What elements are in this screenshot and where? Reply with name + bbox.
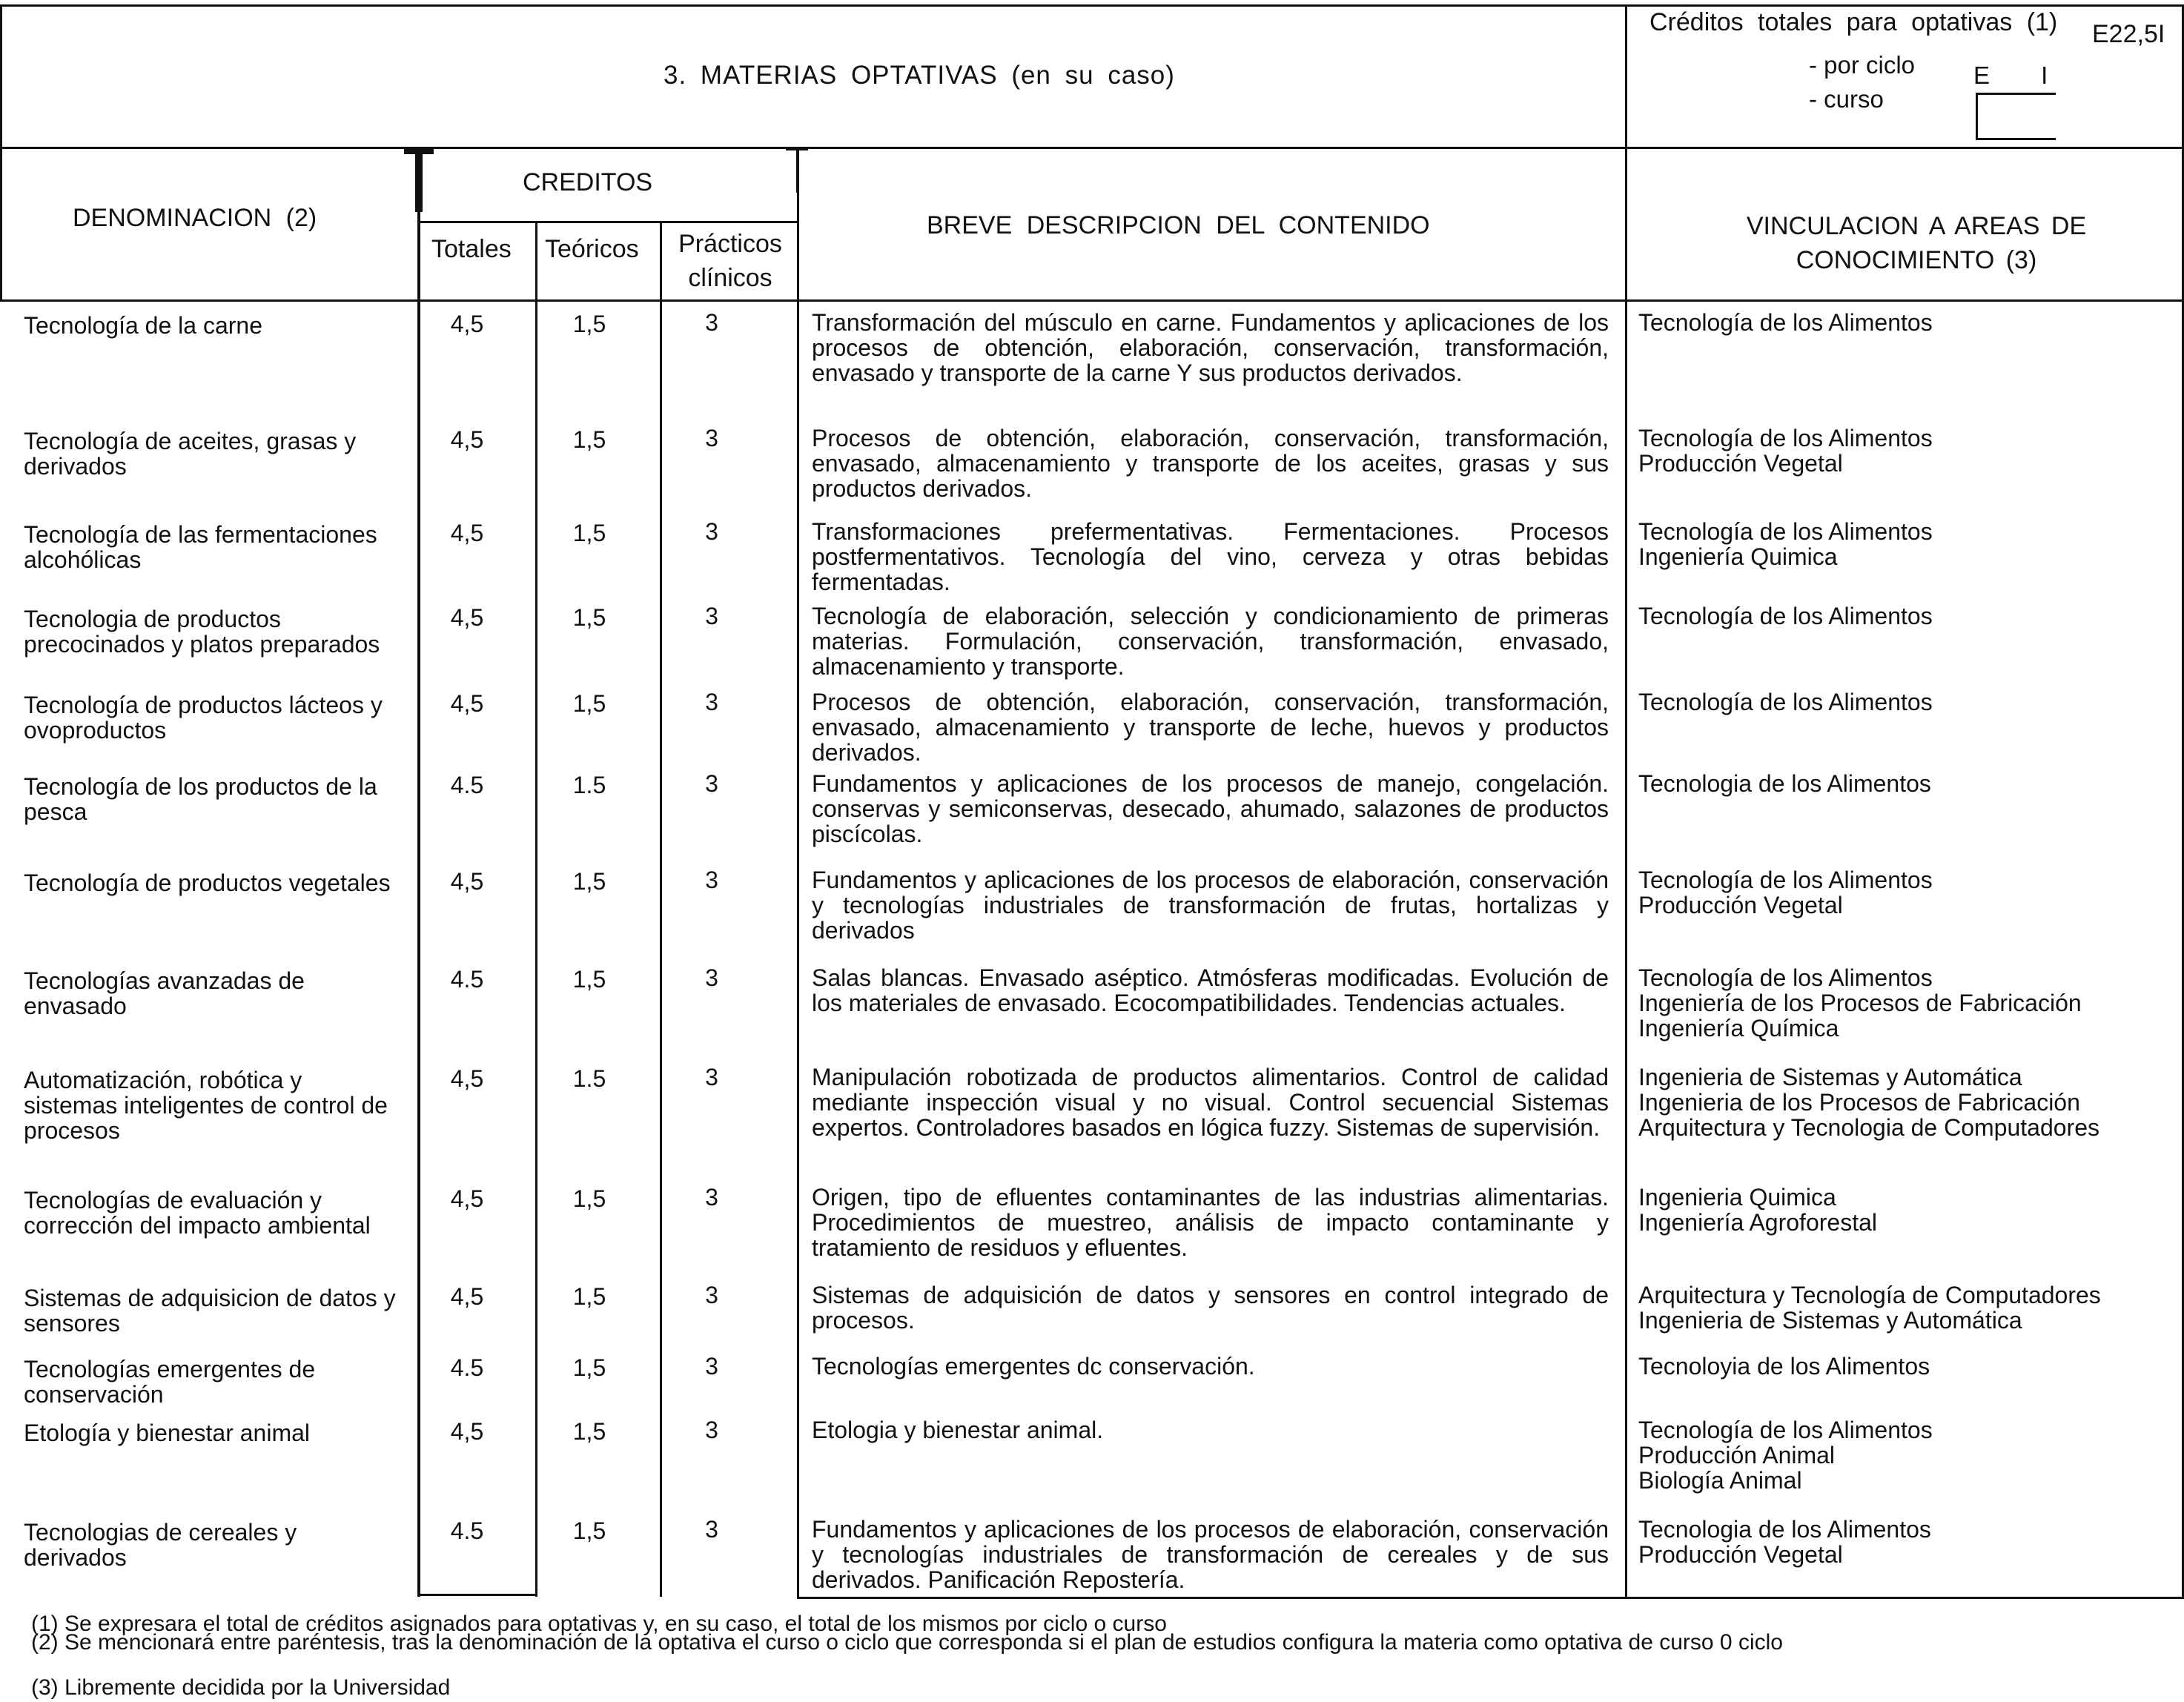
creditos-totales-value: E22,5I (2092, 20, 2165, 48)
row-area-item: Tecnología de los Alimentos (1638, 964, 1933, 991)
row-teoricos: 1,5 (572, 868, 606, 895)
row-teoricos: 1,5 (572, 1283, 606, 1310)
row-totales: 4.5 (450, 1517, 484, 1544)
curso-label: - curso (1809, 85, 1884, 113)
row-teoricos: 1,5 (572, 1517, 606, 1544)
row-descripcion: Fundamentos y aplicaciones de los procesos de manejo, congelación. conservas y semiconservas, desecado, ahumado, salazones de productos piscícolas. (812, 770, 1609, 847)
row-practicos: 3 (705, 1417, 718, 1443)
row-area-item: Ingenieria de los Procesos de Fabricación (1638, 1089, 2080, 1116)
row-area-item: Ingeniería Quimica (1638, 543, 1838, 570)
row-denominacion: Etología y bienestar animal (24, 1420, 310, 1446)
section-title: 3. MATERIAS OPTATIVAS (en su caso) (664, 61, 1175, 90)
row-area-item: Ingenieria Quimica (1638, 1184, 1836, 1211)
row-area-item: Producción Vegetal (1638, 892, 1843, 918)
row-area-item: Biología Animal (1638, 1467, 1802, 1494)
column-header-bottom-border (0, 299, 2184, 302)
row-descripcion: Fundamentos y aplicaciones de los procesos de elaboración, conservación y tecnologías industriales de transformación de cereales y de sus derivados. Panificación Repostería. (812, 1516, 1609, 1593)
row-totales: 4.5 (450, 1354, 484, 1381)
row-teoricos: 1,5 (572, 1354, 606, 1381)
row-teoricos: 1,5 (572, 520, 606, 546)
row-area-item: Ingenieria de Sistemas y Automática (1638, 1307, 2022, 1334)
creditos-right-mark (796, 148, 798, 193)
row-teoricos: 1.5 (572, 1065, 606, 1092)
row-descripcion: Fundamentos y aplicaciones de los procesos de elaboración, conservación y tecnologías industriales de transformación de frutas, hortalizas y derivados (812, 867, 1609, 944)
row-denominacion: Tecnologías avanzadas de envasado (24, 967, 305, 1019)
row-denominacion: Sistemas de adquisicion de datos y sensores (24, 1285, 396, 1337)
row-practicos: 3 (705, 770, 718, 797)
row-practicos: 3 (705, 964, 718, 991)
row-totales: 4,5 (450, 1418, 484, 1445)
row-area-item: Tecnología de los Alimentos (1638, 867, 1933, 893)
col-vinculacion: VINCULACION A AREAS DE CONOCIMIENTO (3) (1746, 212, 2087, 274)
col-divider-practicos (797, 148, 799, 1598)
row-descripcion: Salas blancas. Envasado aséptico. Atmósferas modificadas. Evolución de los materiales de envasado. Ecocompatibilidades. Tendencias actuales. (812, 964, 1609, 1016)
row-area-item: Producción Vegetal (1638, 450, 1843, 477)
row-area-item: Producción Vegetal (1638, 1541, 1843, 1568)
row-practicos: 3 (705, 1282, 718, 1308)
col-divider-teoricos (660, 221, 662, 1597)
footnote-2: (2) Se mencionará entre paréntesis, tras la denominación de la optativa el curso o ciclo que corresponda si el plan de estudios configura la materia como optativa de curso 0 ciclo (31, 1630, 1783, 1655)
row-totales: 4,5 (450, 868, 484, 895)
row-descripcion: Tecnología de elaboración, selección y condicionamiento de primeras materias. Formulación, conservación, transformación, envasado, almacenamiento y transporte. (812, 603, 1609, 680)
row-area-item: Tecnología de los Alimentos (1638, 425, 1933, 451)
curso-value-box (1976, 93, 2056, 140)
row-descripcion: Transformaciones prefermentativas. Fermentaciones. Procesos postfermentativos. Tecnología del vino, cerveza y otras bebidas fermentadas. (812, 518, 1609, 595)
row-area-item: Tecnologia de los Alimentos (1638, 770, 1931, 797)
col-practicos: Prácticos clínicos (678, 230, 782, 292)
col-totales: Totales (431, 235, 512, 263)
row-practicos: 3 (705, 1184, 718, 1211)
row-practicos: 3 (705, 1353, 718, 1380)
row-teoricos: 1,5 (572, 966, 606, 993)
row-denominacion: Automatización, robótica y sistemas inteligentes de control de procesos (24, 1067, 388, 1144)
row-descripcion: Procesos de obtención, elaboración, conservación, transformación, envasado, almacenamiento y transporte de leche, huevos y productos derivados. (812, 689, 1609, 766)
row-area-item: Tecnología de los Alimentos (1638, 518, 1933, 545)
row-area-item: Tecnologia de los Alimentos (1638, 1516, 1931, 1543)
creditos-totales-label: Créditos totales para optativas (1) (1649, 8, 2058, 36)
row-area-item: Ingeniería de los Procesos de Fabricación (1638, 990, 2082, 1016)
row-totales: 4.5 (450, 772, 484, 798)
row-descripcion: Manipulación robotizada de productos alimentarios. Control de calidad mediante inspección visual y no visual. Control secuencial Sistemas expertos. Controladores basados en lógica fuzzy. Sistemas de supervisión. (812, 1064, 1609, 1141)
col-descripcion: BREVE DESCRIPCION DEL CONTENIDO (927, 211, 1430, 239)
row-denominacion: Tecnologías emergentes de conservación (24, 1356, 316, 1408)
creditos-left-mark (415, 148, 423, 212)
row-denominacion: Tecnologías de evaluación y corrección del impacto ambiental (24, 1187, 371, 1239)
row-practicos: 3 (705, 689, 718, 715)
row-totales: 4,5 (450, 311, 484, 337)
row-totales: 4,5 (450, 1185, 484, 1212)
row-denominacion: Tecnología de los productos de la pesca (24, 773, 377, 825)
row-totales: 4,5 (450, 520, 484, 546)
creditos-divider (419, 221, 797, 223)
row-practicos: 3 (705, 309, 718, 336)
row-denominacion: Tecnología de las fermentaciones alcohólicas (24, 521, 377, 573)
row-totales: 4,5 (450, 690, 484, 717)
row-area-item: Tecnoloyia de los Alimentos (1638, 1353, 1930, 1380)
table-bottom-border (797, 1597, 2184, 1599)
header-bottom-border (0, 147, 2184, 149)
row-area-item: Ingeniería Agroforestal (1638, 1209, 1877, 1236)
row-practicos: 3 (705, 425, 718, 451)
row-area-item: Tecnología de los Alimentos (1638, 1417, 1933, 1443)
row-area-item: Ingenieria de Sistemas y Automática (1638, 1064, 2022, 1090)
footnote-1: (1) Se expresara el total de créditos asignados para optativas y, en su caso, el total de los mismos por ciclo o curso (31, 1612, 1167, 1636)
row-descripcion: Procesos de obtención, elaboración, conservación, transformación, envasado, almacenamiento y transporte de los aceites, grasas y sus productos derivados. (812, 425, 1609, 502)
row-descripcion: Etologia y bienestar animal. (812, 1417, 1104, 1443)
col-teoricos: Teóricos (545, 235, 639, 263)
row-denominacion: Tecnología de productos lácteos y ovoproductos (24, 692, 383, 744)
row-teoricos: 1,5 (572, 690, 606, 717)
row-area-item: Tecnología de los Alimentos (1638, 309, 1933, 336)
row-totales: 4,5 (450, 604, 484, 631)
row-area-item: Arquitectura y Tecnologia de Computadores (1638, 1114, 2099, 1141)
row-totales: 4,5 (450, 1065, 484, 1092)
row-descripcion: Transformación del músculo en carne. Fundamentos y aplicaciones de los procesos de obtención, elaboración, conservación, transformación, envasado y transporte de la carne Y sus productos derivados. (812, 309, 1609, 386)
row-practicos: 3 (705, 1516, 718, 1543)
row-descripcion: Tecnologías emergentes dc conservación. (812, 1353, 1255, 1380)
row-denominacion: Tecnologia de productos precocinados y platos preparados (24, 606, 380, 658)
row-denominacion: Tecnología de la carne (24, 312, 262, 339)
row-area-item: Ingeniería Química (1638, 1015, 1839, 1042)
row-teoricos: 1,5 (572, 426, 606, 453)
row-area-item: Arquitectura y Tecnología de Computadores (1638, 1282, 2101, 1308)
col-denominacion: DENOMINACION (2) (73, 204, 317, 232)
header-right-divider (1625, 4, 1627, 1598)
row-teoricos: 1.5 (572, 772, 606, 798)
row-practicos: 3 (705, 518, 718, 545)
por-ciclo-label: - por ciclo (1809, 51, 1916, 79)
totales-bottom-border (419, 1594, 537, 1596)
row-totales: 4,5 (450, 1283, 484, 1310)
row-teoricos: 1,5 (572, 1418, 606, 1445)
row-area-item: Tecnología de los Alimentos (1638, 603, 1933, 629)
row-totales: 4,5 (450, 426, 484, 453)
col-creditos: CREDITOS (523, 168, 653, 196)
left-border (0, 4, 2, 301)
row-denominacion: Tecnología de aceites, grasas y derivados (24, 428, 357, 480)
row-practicos: 3 (705, 603, 718, 629)
row-teoricos: 1,5 (572, 604, 606, 631)
por-ciclo-value: E I (1973, 62, 2048, 89)
row-denominacion: Tecnología de productos vegetales (24, 870, 391, 896)
row-denominacion: Tecnologias de cereales y derivados (24, 1519, 297, 1571)
row-area-item: Producción Animal (1638, 1442, 1836, 1468)
row-descripcion: Sistemas de adquisición de datos y sensores en control integrado de procesos. (812, 1282, 1609, 1334)
row-totales: 4.5 (450, 966, 484, 993)
row-area-item: Tecnología de los Alimentos (1638, 689, 1933, 715)
row-teoricos: 1,5 (572, 311, 606, 337)
footnote-3: (3) Libremente decidida por la Universidad (31, 1675, 451, 1700)
table-top-border (0, 4, 2184, 7)
row-practicos: 3 (705, 867, 718, 893)
row-practicos: 3 (705, 1064, 718, 1090)
row-teoricos: 1,5 (572, 1185, 606, 1212)
row-descripcion: Origen, tipo de efluentes contaminantes de las industrias alimentarias. Procedimientos de muestreo, análisis de impacto contaminante y tratamiento de residuos y efluentes. (812, 1184, 1609, 1261)
